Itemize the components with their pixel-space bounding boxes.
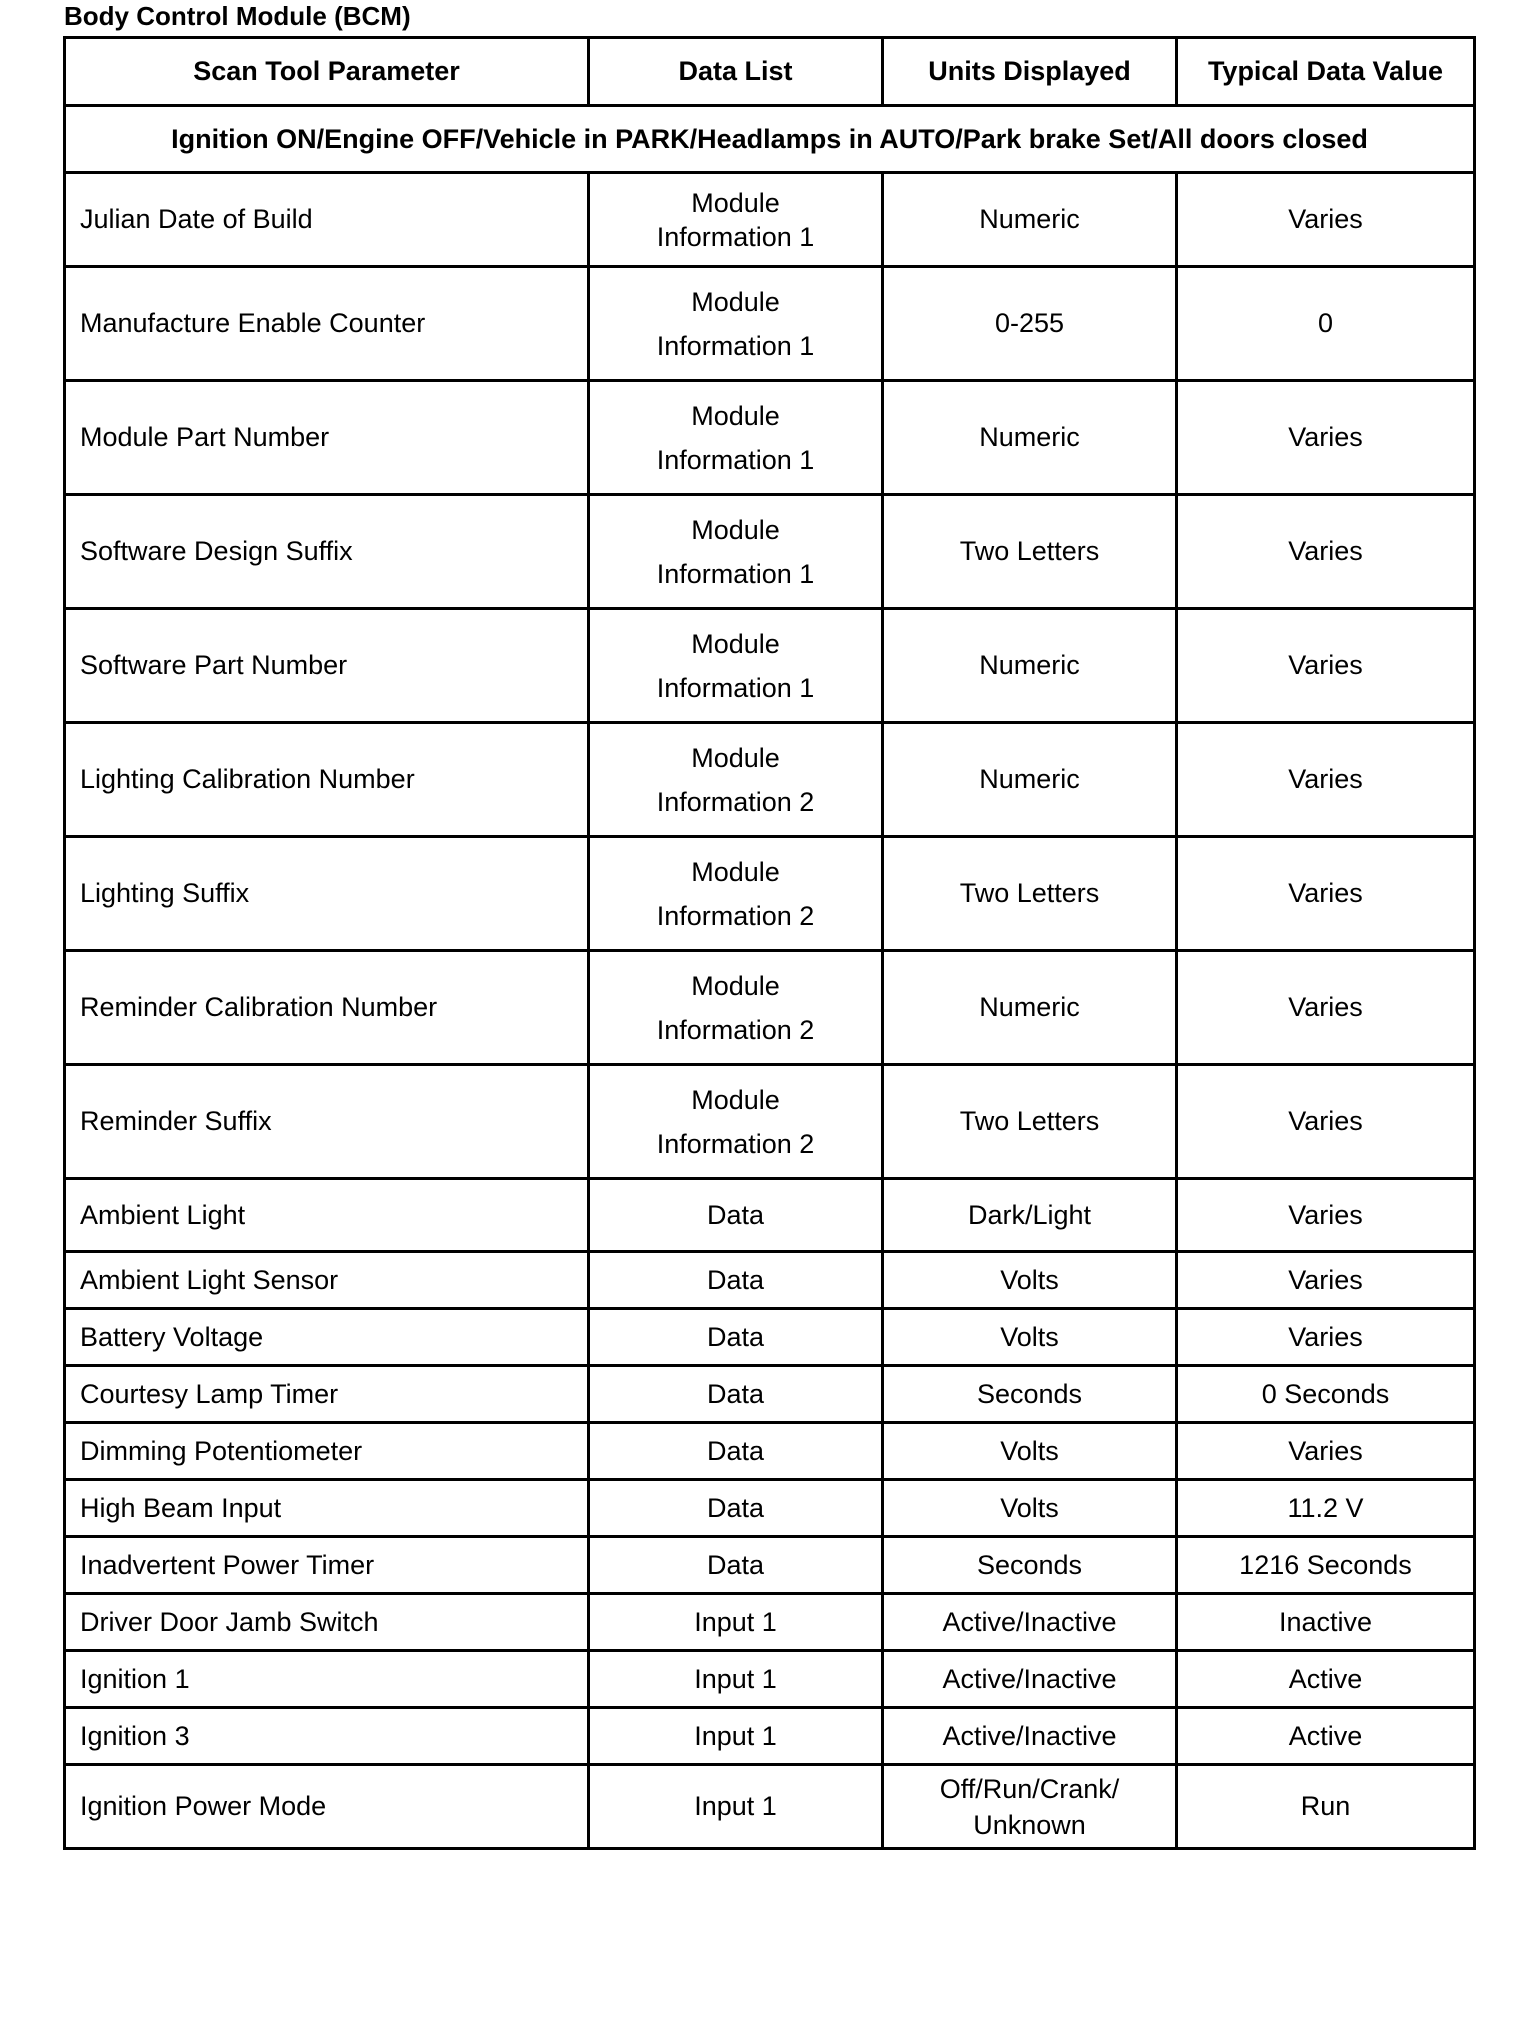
table-row — [65, 609, 1475, 723]
data-list-line: Data — [706, 1378, 765, 1409]
data-list-line: Data — [706, 1549, 765, 1580]
cell-data-list — [589, 173, 883, 267]
header-typical-data-value: Typical Data Value — [1177, 38, 1475, 106]
cell-typical-data-value: Active — [1177, 1708, 1475, 1765]
table-row — [65, 723, 1475, 837]
cell-data-list — [589, 1065, 883, 1179]
table-row — [65, 951, 1475, 1065]
data-list-line: Input 1 — [694, 1720, 777, 1751]
header-data-list: Data List — [589, 38, 883, 106]
cell-units-displayed — [883, 1537, 1177, 1594]
table-row — [65, 173, 1475, 267]
units-line: Active/Inactive — [942, 1606, 1117, 1637]
data-list-line: Information 1 — [656, 444, 815, 475]
cell-typical-data-value: Varies — [1177, 1423, 1475, 1480]
cell-units-displayed — [883, 1480, 1177, 1537]
table-row — [65, 1366, 1475, 1423]
document-title: Body Control Module (BCM) — [64, 1, 411, 31]
data-list-line: Information 2 — [656, 1014, 815, 1045]
units-line: Numeric — [979, 764, 1080, 794]
cell-data-list — [589, 1309, 883, 1366]
cell-units-displayed — [883, 951, 1177, 1065]
table-row — [65, 1765, 1475, 1849]
cell-units-displayed — [883, 1708, 1177, 1765]
units-line: Numeric — [979, 422, 1080, 452]
cell-typical-data-value: Varies — [1177, 173, 1475, 267]
cell-data-list — [589, 1179, 883, 1252]
units-line: Volts — [1000, 1321, 1059, 1352]
cell-units-displayed — [883, 1366, 1177, 1423]
cell-typical-data-value: 0 — [1177, 267, 1475, 381]
cell-scan-tool-parameter: Ignition 1 — [65, 1651, 589, 1708]
cell-data-list — [589, 837, 883, 951]
data-list-line: Data — [706, 1321, 765, 1352]
data-list-line: Module — [691, 514, 780, 545]
cell-typical-data-value: Run — [1177, 1765, 1475, 1849]
cell-typical-data-value: Active — [1177, 1651, 1475, 1708]
data-list-line: Module — [691, 187, 780, 218]
cell-typical-data-value: Varies — [1177, 495, 1475, 609]
units-line: Off/Run/Crank/ — [939, 1773, 1120, 1804]
cell-units-displayed — [883, 837, 1177, 951]
table-row — [65, 1480, 1475, 1537]
cell-data-list — [589, 495, 883, 609]
cell-units-displayed — [883, 723, 1177, 837]
data-list-line: Information 2 — [656, 786, 815, 817]
cell-units-displayed — [883, 267, 1177, 381]
cell-units-displayed — [883, 1179, 1177, 1252]
table-row — [65, 1065, 1475, 1179]
data-list-line: Data — [706, 1264, 765, 1295]
table-row — [65, 1651, 1475, 1708]
units-line: Unknown — [973, 1809, 1086, 1840]
header-row — [65, 38, 1475, 106]
units-line: Active/Inactive — [942, 1663, 1117, 1694]
data-list-line: Input 1 — [694, 1791, 777, 1821]
table-row — [65, 495, 1475, 609]
cell-data-list — [589, 951, 883, 1065]
cell-typical-data-value: Varies — [1177, 723, 1475, 837]
table-row — [65, 1594, 1475, 1651]
units-line: Numeric — [979, 204, 1080, 234]
data-list-line: Information 1 — [656, 330, 815, 361]
cell-data-list — [589, 381, 883, 495]
table-row — [65, 381, 1475, 495]
cell-scan-tool-parameter: Manufacture Enable Counter — [65, 267, 589, 381]
cell-data-list — [589, 1765, 883, 1849]
data-list-line: Data — [706, 1492, 765, 1523]
table-row — [65, 1708, 1475, 1765]
data-list-line: Module — [691, 742, 780, 773]
cell-units-displayed — [883, 609, 1177, 723]
cell-data-list — [589, 1537, 883, 1594]
data-list-line: Module — [691, 970, 780, 1001]
data-list-line: Information 2 — [656, 900, 815, 931]
cell-units-displayed — [883, 1423, 1177, 1480]
units-line: Volts — [1000, 1435, 1059, 1466]
cell-data-list — [589, 1651, 883, 1708]
bcm-data-table — [63, 36, 1476, 1850]
cell-scan-tool-parameter: Lighting Suffix — [65, 837, 589, 951]
table-row — [65, 1179, 1475, 1252]
cell-typical-data-value: 11.2 V — [1177, 1480, 1475, 1537]
data-list-line: Module — [691, 286, 780, 317]
cell-scan-tool-parameter: Courtesy Lamp Timer — [65, 1366, 589, 1423]
cell-typical-data-value: Varies — [1177, 1252, 1475, 1309]
cell-scan-tool-parameter: Dimming Potentiometer — [65, 1423, 589, 1480]
condition-row — [65, 106, 1475, 173]
table-row — [65, 837, 1475, 951]
cell-scan-tool-parameter: Ambient Light — [65, 1179, 589, 1252]
data-list-line: Information 2 — [656, 1128, 815, 1159]
cell-typical-data-value: Varies — [1177, 837, 1475, 951]
cell-typical-data-value: Varies — [1177, 1179, 1475, 1252]
cell-units-displayed — [883, 1594, 1177, 1651]
cell-scan-tool-parameter: Inadvertent Power Timer — [65, 1537, 589, 1594]
units-line: Seconds — [976, 1549, 1083, 1580]
table-row — [65, 267, 1475, 381]
units-line: 0-255 — [994, 308, 1065, 338]
cell-scan-tool-parameter: Julian Date of Build — [65, 173, 589, 267]
cell-units-displayed — [883, 1252, 1177, 1309]
cell-scan-tool-parameter: Battery Voltage — [65, 1309, 589, 1366]
data-list-line: Data — [706, 1199, 765, 1230]
header-units-displayed: Units Displayed — [883, 38, 1177, 106]
cell-units-displayed — [883, 1651, 1177, 1708]
cell-scan-tool-parameter: Reminder Suffix — [65, 1065, 589, 1179]
cell-data-list — [589, 267, 883, 381]
cell-scan-tool-parameter: High Beam Input — [65, 1480, 589, 1537]
data-list-line: Module — [691, 400, 780, 431]
table-row — [65, 1423, 1475, 1480]
cell-units-displayed — [883, 173, 1177, 267]
units-line: Active/Inactive — [942, 1720, 1117, 1751]
operating-conditions: Ignition ON/Engine OFF/Vehicle in PARK/Headlamps in AUTO/Park brake Set/All doors closed — [65, 106, 1475, 173]
data-list-line: Module — [691, 1084, 780, 1115]
cell-data-list — [589, 723, 883, 837]
cell-data-list — [589, 1708, 883, 1765]
cell-data-list — [589, 609, 883, 723]
cell-scan-tool-parameter: Software Design Suffix — [65, 495, 589, 609]
data-list-line: Module — [691, 856, 780, 887]
data-list-line: Information 1 — [656, 558, 815, 589]
cell-typical-data-value: Varies — [1177, 609, 1475, 723]
units-line: Two Letters — [959, 536, 1100, 566]
units-line: Dark/Light — [967, 1199, 1092, 1230]
cell-scan-tool-parameter: Ambient Light Sensor — [65, 1252, 589, 1309]
cell-scan-tool-parameter: Driver Door Jamb Switch — [65, 1594, 589, 1651]
data-list-line: Module — [691, 628, 780, 659]
data-list-line: Information 1 — [656, 221, 815, 252]
data-list-line: Information 1 — [656, 672, 815, 703]
units-line: Two Letters — [959, 1106, 1100, 1136]
cell-data-list — [589, 1423, 883, 1480]
cell-typical-data-value: 1216 Seconds — [1177, 1537, 1475, 1594]
cell-units-displayed — [883, 381, 1177, 495]
units-line: Volts — [1000, 1492, 1059, 1523]
cell-scan-tool-parameter: Ignition 3 — [65, 1708, 589, 1765]
cell-typical-data-value: Varies — [1177, 381, 1475, 495]
cell-data-list — [589, 1480, 883, 1537]
table-row — [65, 1537, 1475, 1594]
cell-scan-tool-parameter: Reminder Calibration Number — [65, 951, 589, 1065]
cell-typical-data-value: Varies — [1177, 1065, 1475, 1179]
cell-data-list — [589, 1366, 883, 1423]
cell-typical-data-value: Varies — [1177, 951, 1475, 1065]
cell-units-displayed — [883, 1065, 1177, 1179]
cell-scan-tool-parameter: Software Part Number — [65, 609, 589, 723]
cell-scan-tool-parameter: Lighting Calibration Number — [65, 723, 589, 837]
cell-data-list — [589, 1594, 883, 1651]
table-row — [65, 1309, 1475, 1366]
cell-scan-tool-parameter: Module Part Number — [65, 381, 589, 495]
units-line: Volts — [1000, 1264, 1059, 1295]
cell-scan-tool-parameter: Ignition Power Mode — [65, 1765, 589, 1849]
units-line: Numeric — [979, 992, 1080, 1022]
cell-units-displayed — [883, 1765, 1177, 1849]
table-row — [65, 1252, 1475, 1309]
data-list-line: Input 1 — [694, 1663, 777, 1694]
cell-units-displayed — [883, 495, 1177, 609]
cell-typical-data-value: Inactive — [1177, 1594, 1475, 1651]
header-scan-tool-parameter: Scan Tool Parameter — [65, 38, 589, 106]
cell-typical-data-value: 0 Seconds — [1177, 1366, 1475, 1423]
cell-units-displayed — [883, 1309, 1177, 1366]
cell-typical-data-value: Varies — [1177, 1309, 1475, 1366]
units-line: Two Letters — [959, 878, 1100, 908]
cell-data-list — [589, 1252, 883, 1309]
data-list-line: Input 1 — [694, 1606, 777, 1637]
data-list-line: Data — [706, 1435, 765, 1466]
units-line: Seconds — [976, 1378, 1083, 1409]
units-line: Numeric — [979, 650, 1080, 680]
